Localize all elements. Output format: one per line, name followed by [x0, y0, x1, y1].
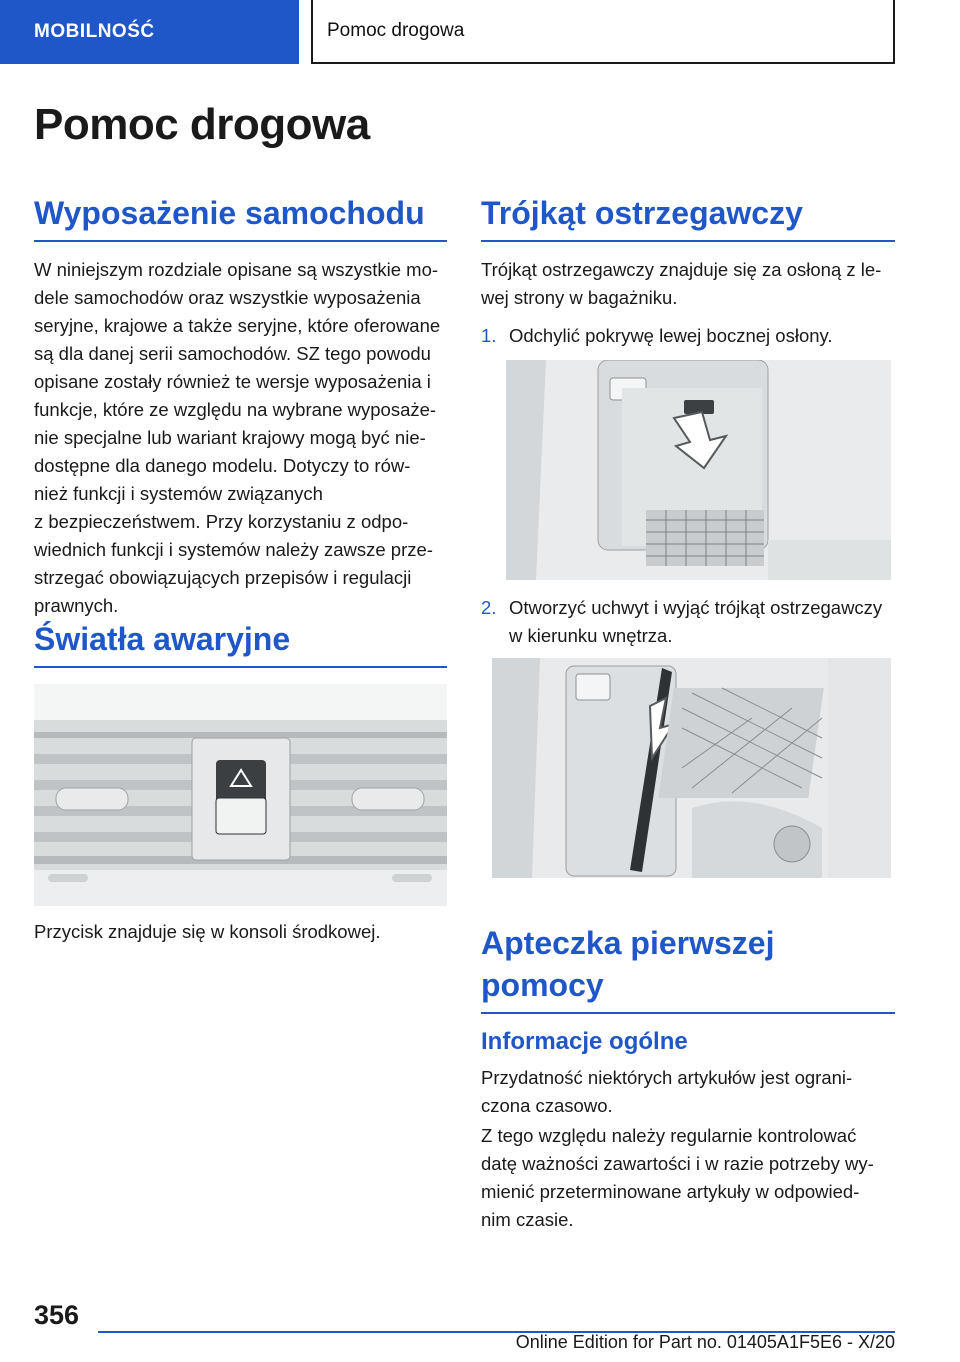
page-number: 356	[34, 1300, 80, 1330]
subheading-general-info: Informacje ogólne	[481, 1028, 688, 1055]
text-line: dostępne dla danego modelu. Dotyczy to rów-	[34, 455, 411, 476]
heading-equipment: Wyposażenie samochodu	[34, 192, 447, 242]
heading-first-aid	[481, 922, 895, 1014]
side-panel-cover-illustration	[506, 360, 891, 580]
heading-line: Apteczka pierwszej	[481, 925, 775, 961]
text-line: Otworzyć uchwyt i wyjąć trójkąt ostrzegawczy	[509, 597, 883, 618]
text-line: seryjne, krajowe a także seryjne, które oferowane	[34, 315, 441, 336]
hazard-button-illustration	[34, 684, 447, 906]
step-text	[509, 594, 895, 650]
text-line: dele samochodów oraz wszystkie wyposażenia	[34, 287, 421, 308]
heading-line: pomocy	[481, 967, 604, 1003]
text-line: czona czasowo.	[481, 1095, 613, 1116]
trunk-panel-drawing	[506, 360, 891, 580]
heading-hazard-lights: Światła awaryjne	[34, 618, 447, 668]
hazard-console-drawing	[34, 684, 447, 906]
step-2	[481, 594, 895, 650]
first-aid-paragraph-1	[481, 1064, 895, 1120]
equipment-paragraph	[34, 256, 447, 620]
text-line: z bezpieczeństwem. Przy korzystaniu z odpo-	[34, 511, 409, 532]
text-line: nim czasie.	[481, 1209, 574, 1230]
footer-edition: Online Edition for Part no. 01405A1F5E6 - X/20	[515, 1332, 895, 1352]
step-number: 2.	[481, 597, 497, 618]
text-line: Przydatność niektórych artykułów jest ograni-	[481, 1067, 853, 1088]
text-line: datę ważności zawartości i w razie potrzeby wy-	[481, 1153, 874, 1174]
text-line: opisane zostały również te wersje wyposażenia i	[34, 371, 431, 392]
text-line: są dla danej serii samochodów. SZ tego powodu	[34, 343, 431, 364]
first-aid-paragraph-2	[481, 1122, 895, 1234]
text-line: Trójkąt ostrzegawczy znajduje się za osłoną z le-	[481, 259, 882, 280]
section-tab[interactable]: MOBILNOŚĆ	[0, 0, 299, 64]
text-line: wiednich funkcji i systemów należy zawsze prze-	[34, 539, 433, 560]
triangle-holder-illustration	[492, 658, 891, 878]
text-line: Z tego względu należy regularnie kontrolować	[481, 1125, 857, 1146]
page-title: Pomoc drogowa	[34, 100, 370, 149]
text-line: prawnych.	[34, 595, 119, 616]
triangle-intro	[481, 256, 895, 312]
text-line: W niniejszym rozdziale opisane są wszystkie mo-	[34, 259, 439, 280]
text-line: strzegać obowiązujących przepisów i regulacji	[34, 567, 412, 588]
hazard-caption: Przycisk znajduje się w konsoli środkowej.	[34, 921, 381, 942]
step-text: Odchylić pokrywę lewej bocznej osłony.	[509, 325, 833, 346]
step-1	[481, 322, 895, 350]
chapter-header: Pomoc drogowa	[311, 0, 895, 64]
text-line: nie specjalne lub wariant krajowy mogą być nie-	[34, 427, 426, 448]
step-number: 1.	[481, 325, 497, 346]
heading-warning-triangle: Trójkąt ostrzegawczy	[481, 192, 895, 242]
triangle-holder-drawing	[492, 658, 891, 878]
text-line: w kierunku wnętrza.	[509, 625, 673, 646]
text-line: wej strony w bagażniku.	[481, 287, 678, 308]
text-line: mienić przeterminowane artykuły w odpowied-	[481, 1181, 860, 1202]
text-line: funkcje, które ze względu na wybrane wyposaże-	[34, 399, 437, 420]
text-line: nież funkcji i systemów związanych	[34, 483, 323, 504]
